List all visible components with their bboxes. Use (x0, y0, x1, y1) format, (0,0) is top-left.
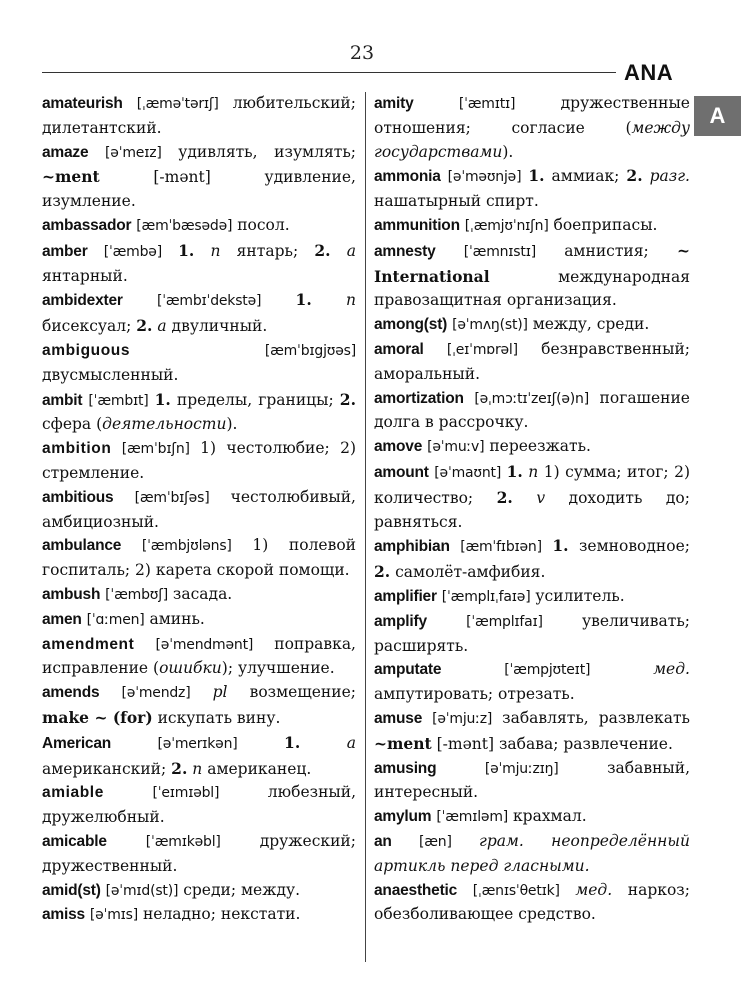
entry-definition-text: 2. (374, 562, 391, 582)
running-head: ANA (624, 60, 674, 85)
entry-headword: amplify (374, 612, 427, 630)
entry-definition-text (194, 242, 210, 260)
dictionary-entry (42, 288, 356, 339)
dictionary-entry (42, 437, 356, 486)
entry-definition-text: мед. (575, 880, 613, 899)
entry-definition-text: любезный, дружелюбный. (42, 783, 356, 827)
entry-headword: ammonia (374, 168, 441, 186)
entry-definition-text: наркоз; обезболивающее средство. (374, 880, 690, 924)
dictionary-entry (42, 239, 356, 289)
entry-definition-text (300, 734, 347, 752)
dictionary-entry (374, 435, 690, 460)
entry-definition-text: ~ment (42, 167, 100, 187)
entry-pronunciation: [æmˈbɪʃəs] (134, 489, 210, 506)
entry-definition-text: 2. (339, 389, 356, 409)
entry-headword: an (374, 832, 392, 850)
entry-pronunciation: [əˈmendz] (121, 685, 191, 702)
entry-pronunciation: [æmˈbɪgjʊəs] (264, 342, 356, 359)
entry-definition-text: засада. (172, 584, 233, 603)
entry-pronunciation: [ˈæmɪləm] (436, 809, 509, 826)
entry-pronunciation: [æmˈfɪbɪən] (460, 539, 542, 556)
entry-definition-text: забавный, интересный. (374, 758, 690, 802)
entry-definition-text: поправка, исправление ( (42, 634, 356, 678)
thumb-index-tab: A (694, 96, 741, 136)
entry-definition-text: 1) сумма; итог; 2) количество; (374, 462, 690, 507)
entry-definition-text: американский; (42, 759, 172, 778)
entry-definition-text: неладно; некстати. (142, 905, 301, 924)
entry-headword: amber (42, 242, 88, 260)
entry-definition-text: двусмысленный. (42, 365, 179, 384)
entry-headword: amaze (42, 143, 89, 161)
entry-pronunciation: [ˈæmbɪˈdekstə] (156, 293, 262, 310)
entry-pronunciation: [ˈæmbjʊləns] (141, 538, 232, 555)
entry-headword: amusing (374, 759, 437, 777)
entry-headword: amiable (42, 784, 104, 802)
entry-definition-text: между государствами (374, 118, 690, 161)
entry-pronunciation: [æn] (419, 833, 452, 850)
entry-pronunciation: [ˈæmnɪstɪ] (463, 243, 536, 260)
entry-headword: amphibian (374, 538, 450, 556)
entry-definition-text: 1) честолюбие; 2) стремление. (42, 439, 356, 482)
entry-headword: ambassador (42, 216, 132, 234)
entry-definition-text: грам. неопределённый артикль перед гласными. (374, 831, 690, 875)
entry-definition-text: a (346, 241, 356, 260)
entry-definition-text: амнистия; (564, 241, 677, 260)
entry-definition-text: сфера ( (42, 415, 103, 434)
entry-definition-text: двуличный. (166, 317, 268, 336)
dictionary-entry (42, 830, 356, 879)
entry-headword: amen (42, 610, 82, 628)
dictionary-entry (374, 585, 690, 610)
dictionary-entry (374, 460, 690, 534)
entry-definition-text: усилитель. (535, 586, 625, 605)
entry-pronunciation: [əˈmɪs] (89, 907, 139, 924)
entry-definition-text: мед. (653, 660, 690, 679)
entry-pronunciation: [ˌeɪˈmɒrəl] (446, 341, 518, 358)
entry-definition-text: make ~ (for) (42, 707, 153, 727)
dictionary-entry (374, 805, 690, 830)
entry-definition-text: забавлять, развлекать (502, 708, 690, 727)
entry-definition-text: a (157, 317, 167, 336)
entry-definition-text: 2. (136, 316, 153, 336)
entry-definition-text: земноводное; (568, 537, 690, 556)
entry-definition-text: доходить до; равняться. (374, 488, 690, 531)
entry-headword: amateurish (42, 95, 123, 112)
dictionary-entry (42, 608, 356, 633)
column-right (374, 92, 690, 927)
entry-pronunciation: [æmˈbæsədə] (136, 217, 233, 234)
entry-definition-text: 1. (295, 290, 312, 310)
entry-definition-text: 2. (171, 758, 188, 778)
entry-headword: amove (374, 438, 423, 456)
entry-headword: amortization (374, 389, 464, 407)
entry-definition-text: посол. (237, 215, 290, 234)
entry-definition-text: аминь. (149, 609, 205, 628)
entry-headword: amoral (374, 340, 424, 358)
entry-definition-text: pl (212, 683, 228, 702)
dictionary-entry (374, 164, 690, 214)
dictionary-entry (42, 214, 356, 239)
entry-headword: ambitious (42, 488, 114, 506)
entry-pronunciation: [əˌmɔːtɪˈzeɪʃ(ə)n] (474, 390, 589, 407)
entry-definition-text: возмещение; (227, 683, 356, 702)
entry-pronunciation: [ˈæmplɪfaɪ] (466, 613, 543, 630)
dictionary-entry (42, 534, 356, 583)
entry-pronunciation: [əˈmuːv] (427, 439, 485, 456)
entry-headword: amends (42, 684, 100, 702)
entry-definition-text: бисексуал; (42, 317, 137, 336)
dictionary-entry (42, 633, 356, 682)
entry-definition-text: n (192, 759, 203, 778)
entry-pronunciation: [ˈæmpjʊteɪt] (504, 662, 591, 679)
entry-headword: amiss (42, 906, 85, 924)
entry-definition-text: 1. (506, 461, 523, 481)
entry-pronunciation: [ˈæmɪkəbl] (145, 833, 221, 850)
entry-definition-text: 1) полевой госпиталь; 2) карета скорой помощи. (42, 536, 356, 580)
entry-definition-text: честолюбивый, амбициозный. (42, 487, 356, 531)
entry-definition-text: 1. (154, 389, 171, 409)
entry-headword: amount (374, 463, 429, 481)
entry-definition-text: a (346, 733, 356, 752)
entry-pronunciation: [ˈæmbə] (103, 243, 162, 260)
dictionary-entry (42, 731, 356, 782)
entry-pronunciation: [əˈmendmənt] (155, 636, 254, 653)
column-left (42, 92, 356, 928)
entry-headword: amplifier (374, 587, 437, 605)
entry-definition-text (312, 291, 346, 309)
dictionary-entry (374, 239, 690, 313)
dictionary-entry (42, 339, 356, 388)
entry-definition-text: ). (226, 415, 238, 434)
entry-definition-text: n (210, 241, 221, 260)
entry-definition-text (643, 167, 650, 185)
dictionary-entry (374, 92, 690, 164)
entry-definition-text: аммиак; (544, 167, 627, 186)
entry-definition-text: ~ International (374, 240, 690, 286)
entry-headword: anaesthetic (374, 881, 458, 899)
dictionary-entry (374, 707, 690, 757)
entry-pronunciation: [ˈæmbʊʃ] (105, 586, 168, 603)
entry-headword: ambition (42, 440, 112, 458)
entry-pronunciation: [əˈmjuːz] (432, 710, 493, 727)
entry-definition-text: янтарный. (42, 266, 128, 285)
entry-definition-text: деятельности (102, 415, 227, 434)
entry-headword: amendment (42, 635, 135, 653)
entry-pronunciation: [ˈæmɪtɪ] (458, 96, 516, 112)
entry-definition-text (513, 489, 536, 507)
dictionary-entry (374, 757, 690, 806)
dictionary-entry (42, 903, 356, 928)
dictionary-entry (374, 338, 690, 387)
entry-definition-text: ~ment (374, 733, 432, 753)
entry-definition-text: янтарь; (220, 241, 315, 260)
entry-headword: amputate (374, 661, 442, 679)
dictionary-entry (374, 830, 690, 879)
page-number: 23 (349, 42, 375, 64)
entry-headword: amylum (374, 808, 432, 826)
column-divider (365, 92, 366, 962)
entry-definition-text: международная правозащитная организация. (374, 267, 690, 310)
entry-definition-text: любительский; дилетантский. (42, 94, 356, 137)
entry-definition-text: дружественные отношения; согласие ( (374, 94, 690, 137)
header-rule (42, 72, 616, 73)
entry-definition-text: погашение долга в рассрочку. (374, 388, 690, 432)
entry-pronunciation: [əˈməʊnjə] (447, 169, 522, 186)
entry-pronunciation: [əˈmjuːzɪŋ] (484, 760, 559, 777)
entry-pronunciation: [ˈɑːmen] (86, 611, 145, 628)
entry-headword: ammunition (374, 216, 460, 234)
entry-definition-text: n (528, 462, 539, 481)
entry-pronunciation: [əˈmeɪz] (105, 144, 162, 161)
entry-definition-text: ); улучшение. (221, 659, 335, 678)
entry-headword: amid(st) (42, 881, 101, 899)
entry-definition-text: ошибки (159, 659, 222, 678)
entry-headword: amnesty (374, 242, 436, 260)
dictionary-entry (42, 92, 356, 141)
entry-definition-text: 1. (552, 536, 569, 556)
dictionary-entry (374, 658, 690, 707)
entry-pronunciation: [əˈmɪd(st)] (105, 882, 179, 899)
entry-pronunciation: [ˌæməˈtərɪʃ] (136, 96, 219, 112)
dictionary-entry (42, 879, 356, 904)
entry-definition-text (331, 242, 347, 260)
entry-definition-text: дружеский; дружественный. (42, 831, 356, 875)
entry-definition-text: n (346, 291, 356, 310)
entry-definition-text: 1. (284, 732, 301, 752)
entry-pronunciation: [ˈæmbɪt] (88, 392, 149, 409)
entry-definition-text: удивлять, изумлять; (178, 142, 356, 161)
entry-definition-text: 1. (178, 240, 195, 260)
entry-headword: amicable (42, 832, 107, 850)
entry-definition-text: увеличивать; расширять. (374, 611, 690, 655)
entry-definition-text: 2. (626, 166, 643, 186)
entry-definition-text: ампутировать; отрезать. (374, 685, 575, 704)
dictionary-entry (42, 781, 356, 830)
entry-definition-text: 2. (496, 487, 513, 507)
entry-headword: ambit (42, 391, 83, 409)
entry-headword: amity (374, 95, 414, 112)
dictionary-entry (374, 313, 690, 338)
entry-pronunciation: [æmˈbɪʃn] (121, 441, 190, 458)
entry-definition-text: крахмал. (512, 807, 587, 826)
entry-definition-text: американец. (202, 759, 312, 778)
entry-headword: amuse (374, 709, 423, 727)
entry-headword: American (42, 734, 112, 752)
entry-pronunciation: [əˈmaʊnt] (434, 464, 502, 481)
entry-headword: ambiguous (42, 341, 131, 359)
entry-definition-text: [-mənt] удивление, изумление. (42, 168, 356, 211)
dictionary-entry (374, 879, 690, 928)
entry-pronunciation: [ˌænɪsˈθetɪk] (472, 882, 560, 899)
entry-headword: ambush (42, 585, 101, 603)
dictionary-entry (42, 681, 356, 731)
dictionary-entry (374, 214, 690, 239)
entry-definition-text: переезжать. (489, 437, 591, 456)
entry-definition-text: v (536, 488, 546, 507)
dictionary-entry (42, 486, 356, 535)
entry-definition-text: пределы, границы; (170, 390, 340, 409)
dictionary-entry (374, 534, 690, 585)
entry-definition-text: искупать вину. (152, 708, 281, 727)
entry-pronunciation: [ˈæmplɪˌfaɪə] (441, 588, 531, 605)
entry-definition-text: [-mənt] забава; развлечение. (431, 734, 673, 753)
entry-headword: among(st) (374, 316, 448, 334)
entry-headword: ambidexter (42, 292, 123, 310)
entry-definition-text: 2. (314, 240, 331, 260)
entry-definition-text: безнравственный; аморальный. (374, 339, 690, 383)
entry-pronunciation: [ˈeɪmɪəbl] (152, 785, 220, 802)
entry-definition-text: боеприпасы. (553, 215, 658, 234)
entry-definition-text: между, среди. (532, 315, 650, 334)
entry-headword: ambulance (42, 537, 122, 555)
entry-pronunciation: [ˌæmjʊˈnɪʃn] (464, 217, 549, 234)
entry-definition-text: нашатырный спирт. (374, 192, 539, 211)
entry-pronunciation: [əˈmerɪkən] (157, 735, 238, 752)
dictionary-entry (42, 388, 356, 438)
dictionary-entry (42, 583, 356, 608)
entry-pronunciation: [əˈmʌŋ(st)] (452, 317, 528, 334)
entry-definition-text: самолёт-амфибия. (390, 563, 546, 582)
entry-definition-text: среди; между. (183, 880, 301, 899)
entry-definition-text: разг. (649, 167, 690, 186)
dictionary-entry (374, 387, 690, 436)
entry-definition-text: 1. (528, 166, 545, 186)
entry-definition-text: ). (502, 142, 514, 161)
dictionary-entry (42, 141, 356, 214)
dictionary-entry (374, 610, 690, 659)
